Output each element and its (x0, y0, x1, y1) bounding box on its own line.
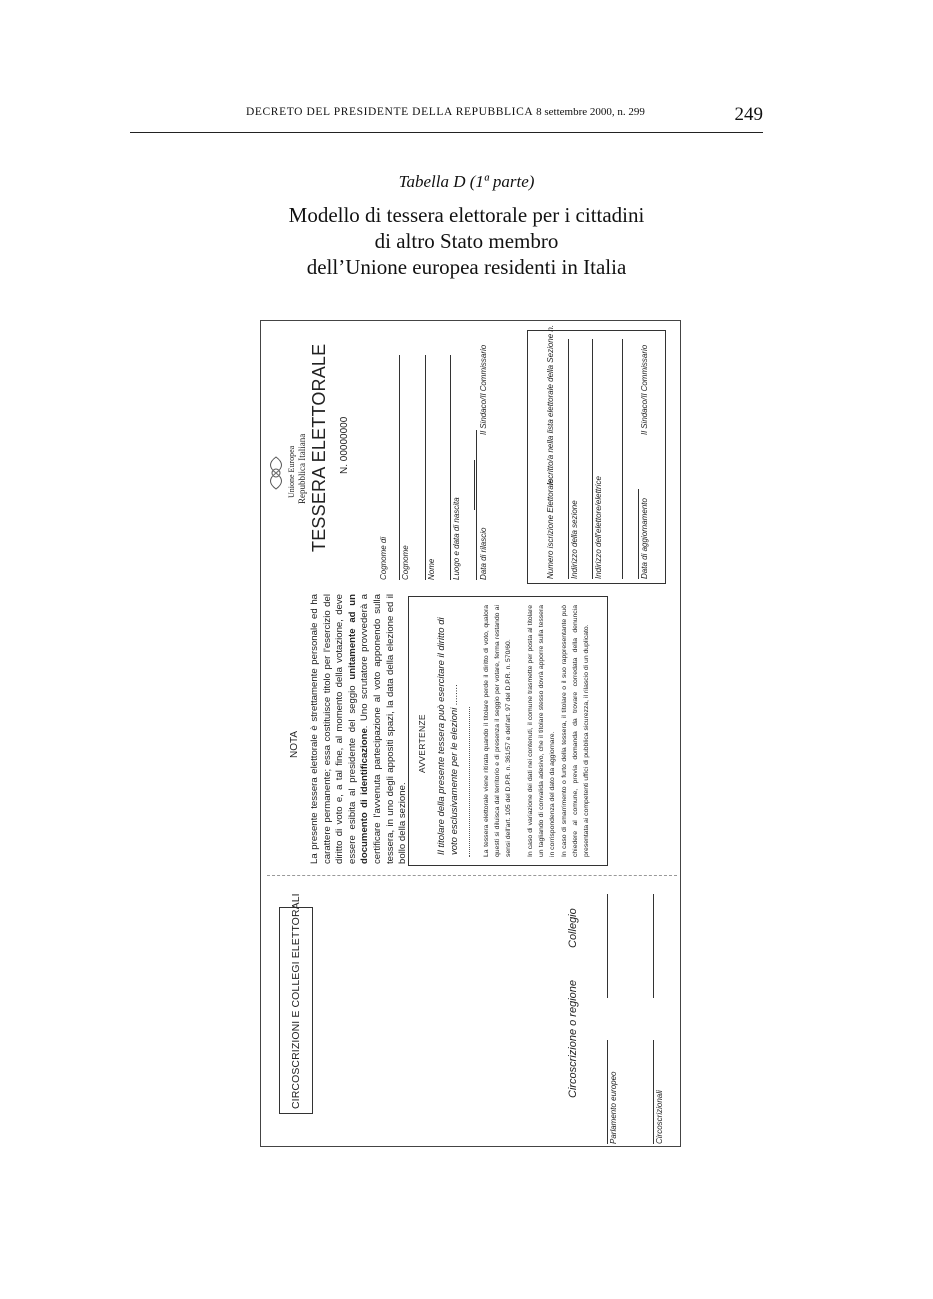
electoral-card-form (260, 320, 681, 1147)
avvertenze-p2: In caso di variazione dei dati nei contenuti, il comune trasmette per posta al titolare un tagliando di convalida adesivo, che il titolare stesso dovrà apporre sulla tessera in corrispondenza del dato da aggiornare. (527, 605, 556, 857)
field-iscritto: Iscritto/a nella lista elettorale della Sezione n. (546, 324, 555, 485)
field-cognome: Cognome (401, 545, 410, 580)
avvertenze-box (408, 596, 608, 866)
field-sindaco-2: Il Sindaco/Il Commissario (640, 344, 649, 435)
field-sindaco-1: Il Sindaco/Il Commissario (479, 344, 488, 435)
parlamento-line-a (607, 1040, 608, 1144)
field-cognome-di: Cognome di (379, 536, 388, 580)
circoscrizioni-title: CIRCOSCRIZIONI E COLLEGI ELETTORALI (290, 893, 302, 1109)
circoscrizioni-box (279, 893, 313, 1114)
avvertenze-italic-note: Il titolare della presente tessera può esercitare il diritto di voto esclusivamente per le elezioni ........ (436, 617, 460, 855)
field-nome: Nome (427, 558, 436, 580)
field-indirizzo-elettore: Indirizzo dell'elettore/elettrice (594, 476, 603, 579)
row-circoscrizionali-label: Circoscrizionali (655, 1090, 664, 1144)
tessera-number: N. 00000000 (339, 416, 350, 474)
running-head (130, 104, 763, 133)
nota-title: NOTA (289, 730, 300, 758)
tessera-title: TESSERA ELETTORALE (309, 343, 329, 552)
field-data-rilascio: Data di rilascio (479, 527, 488, 580)
running-title-date: 8 settembre 2000, n. 299 (536, 106, 645, 118)
republic-emblem-icon (263, 453, 289, 493)
col-collegio-label: Collegio (567, 908, 579, 948)
col-circoscrizione-label: Circoscrizione o regione (567, 980, 579, 1098)
row-parlamento-label: Parlamento europeo (609, 1071, 618, 1144)
main-title (0, 202, 933, 280)
avvertenze-title: AVVERTENZE (417, 714, 427, 773)
field-luogo-nascita: Luogo e data di nascita (452, 497, 461, 580)
field-indirizzo-sezione: Indirizzo della sezione (570, 500, 579, 579)
field-numero: Numero iscrizione Elettorale (546, 478, 555, 579)
page-number: 249 (734, 104, 763, 125)
iscrizione-box (527, 324, 666, 584)
title-line: di altro Stato membro (374, 229, 559, 253)
running-title: DECRETO DEL PRESIDENTE DELLA REPUBBLICA 8 settembre 2000, n. 299 (246, 106, 645, 118)
title-line: Modello di tessera elettorale per i cittadini (288, 203, 645, 227)
emblem-line-1: Unione Europea (287, 445, 296, 498)
table-label: Tabella D (1ª parte) (398, 172, 535, 191)
circoscrizionali-line-b (653, 894, 654, 998)
nota-body: La presente tessera elettorale è strettamente personale ed ha carattere permanente; essa costituisce titolo per l'esercizio del diritto di voto e, a tal fine, al momento della votazione, deve essere esibita al presidente del seggio unitamente ad un documento di identificazione. Uno scrutatore provvederà a certificare l'avvenuta partecipazione al voto apponendo sulla tessera, in uno degli appositi spazi, la data della elezione ed il bollo della sezione. (309, 594, 409, 864)
parlamento-line-b (607, 894, 608, 998)
field-data-aggiornamento: Data di aggiornamento (640, 498, 649, 579)
form-rotated-content (261, 321, 681, 1147)
avvertenze-p3: In caso di smarrimento o furto della tessera, il titolare o il suo rappresentante può chiedere al comune, previa domanda da trovare corredata della denuncia presentata ai competenti uffici di pubblica sicurezza, il rilascio di un duplicato. (561, 605, 590, 857)
emblem-line-2: Repubblica Italiana (297, 433, 307, 504)
circoscrizionali-line-a (653, 1040, 654, 1144)
avvertenze-p1: La tessera elettorale viene ritirata quando il titolare perde il diritto di voto, qualora questi si diluisca dal territorio e di presenza il seggio per votare, ferma restando ai sensi dell'art. 105 del D.P.R. n. 361/57 e dell'art. 97 del D.P.R. n. 570/60. (483, 605, 512, 857)
title-line: dell’Unione europea residenti in Italia (306, 255, 627, 279)
